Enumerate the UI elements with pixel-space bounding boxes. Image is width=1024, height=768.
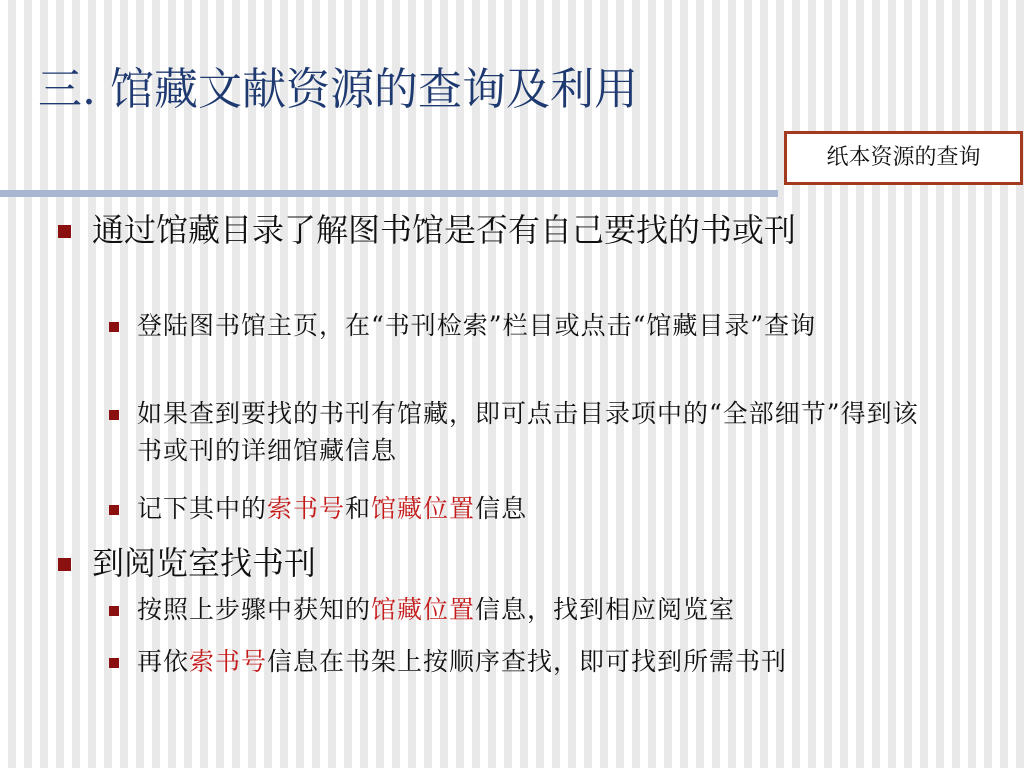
bullet-text: 通过馆藏目录了解图书馆是否有自己要找的书或刊 <box>92 211 797 249</box>
square-bullet-icon <box>109 606 119 616</box>
sub-bullet-item-shelf-search <box>137 643 937 680</box>
sub-bullet-text-after: 信息 <box>475 494 528 523</box>
square-bullet-icon <box>109 505 119 515</box>
sub-bullet-item-note-callnumber <box>137 490 937 527</box>
square-bullet-icon <box>58 558 71 571</box>
square-bullet-icon <box>109 410 119 420</box>
sub-bullet-text-after: 信息在书架上按顺序查找，即可找到所需书刊 <box>267 647 788 676</box>
bullet-item-reading-room <box>92 542 952 584</box>
bullet-item-catalog <box>92 209 952 251</box>
square-bullet-icon <box>58 225 71 238</box>
section-tag: 纸本资源的查询 <box>784 131 1023 185</box>
sub-bullet-text-mid: 和 <box>345 494 372 523</box>
sub-bullet-text-before: 按照上步骤中获知的 <box>137 595 372 624</box>
square-bullet-icon <box>109 658 119 668</box>
highlight-location: 馆藏位置 <box>371 595 476 624</box>
sub-bullet-text-before: 记下其中的 <box>137 494 268 523</box>
sub-bullet-item-details <box>137 395 937 469</box>
bullet-text: 到阅览室找书刊 <box>92 544 317 582</box>
highlight-location: 馆藏位置 <box>371 494 476 523</box>
sub-bullet-text: 如果查到要找的书刊有馆藏，即可点击目录项中的“全部细节”得到该书或刊的详细馆藏信息 <box>137 399 919 465</box>
sub-bullet-text: 登陆图书馆主页，在“书刊检索”栏目或点击“馆藏目录”查询 <box>137 311 817 340</box>
sub-bullet-text-before: 再依 <box>137 647 190 676</box>
sub-bullet-text-after: 信息，找到相应阅览室 <box>475 595 736 624</box>
highlight-call-number: 索书号 <box>189 647 268 676</box>
slide-title: 三. 馆藏文献资源的查询及利用 <box>38 64 638 115</box>
square-bullet-icon <box>109 322 119 332</box>
sub-bullet-item-find-room <box>137 591 937 628</box>
sub-bullet-item-login <box>137 307 937 344</box>
highlight-call-number: 索书号 <box>267 494 346 523</box>
